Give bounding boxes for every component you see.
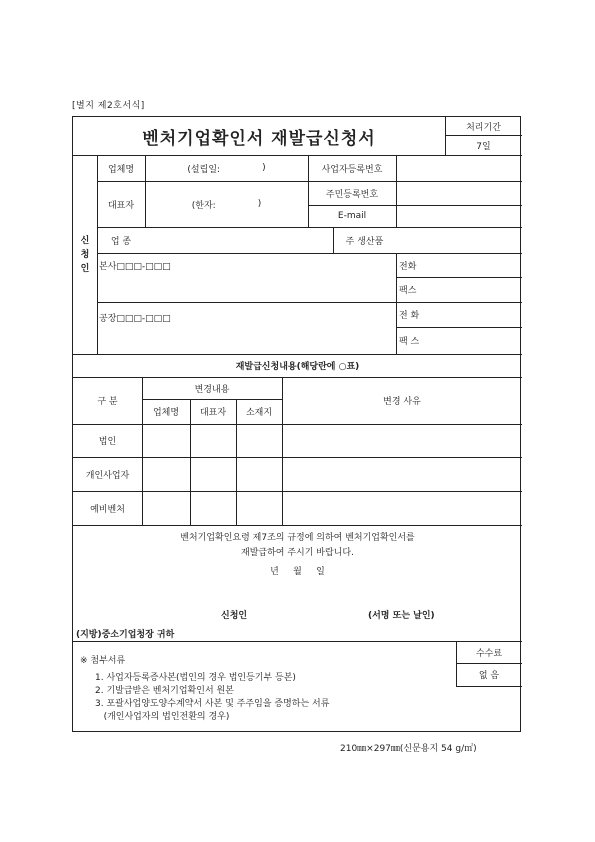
applicant-signature-label: 신청인 [221,610,248,621]
row-pre-venture: 예비벤처 [90,504,125,515]
company-name-field[interactable]: (설립일: ) [187,163,266,175]
change-reason-header: 변경 사유 [383,397,421,407]
row-corporation: 법인 [98,437,117,447]
hq-phone-label[interactable]: 전화 [399,261,417,272]
email-label: E-mail [337,211,367,221]
form-number-label: [별지 제2호서식] [72,101,145,111]
fee-value: 없 음 [478,671,500,681]
hanja-label: (한자: [191,200,216,211]
subheader-representative: 대표자 [199,408,227,418]
company-name-label: 업체명 [107,164,135,175]
industry-field[interactable] [145,227,333,253]
main-product-label: 주 생산품 [345,236,384,247]
form-title: 벤처기업확인서 재발급신청서 [142,128,376,149]
business-reg-field[interactable] [396,155,522,181]
fee-label: 수수료 [475,648,503,659]
factory-fax-label[interactable]: 팩 스 [399,337,420,347]
hq-fax-label[interactable]: 팩스 [399,286,417,296]
category-header: 구 분 [97,397,118,407]
headquarters-address-label[interactable]: 본사□□□-□□□ [99,261,171,272]
business-reg-label: 사업자등록번호 [321,164,383,175]
factory-phone-label[interactable]: 전 화 [399,311,420,321]
reissue-content-title: 재발급신청내용(해당란에 ○표) [235,362,360,372]
subheader-company-name: 업체명 [152,408,180,418]
statement-line-2: 재발급하여 주시기 바랍니다. [241,548,354,558]
row-sole-proprietor: 개인사업자 [85,470,130,481]
representative-label: 대표자 [107,200,135,211]
change-content-header: 변경내용 [194,384,230,395]
resident-number-label: 주민등록번호 [325,189,379,200]
statement-line-1: 벤처기업확인요령 제7조의 규정에 의하여 벤처기업확인서를 [180,533,415,543]
application-form [72,116,521,732]
attachment-item-3: 3. 포괄사업양도양수계약서 사본 및 주주임을 증명하는 서류 [95,699,330,709]
processing-period-label: 처리기간 [466,122,501,133]
date-line[interactable]: 년 월 일 [270,566,325,577]
signature-or-seal-label[interactable]: (서명 또는 날인) [368,610,435,621]
processing-period-value: 7일 [476,141,491,152]
factory-address-label[interactable]: 공장□□□-□□□ [99,313,171,324]
email-field[interactable] [396,205,522,227]
attachment-item-1: 1. 사업자등록증사본(법인의 경우 법인등기부 등본) [95,673,296,683]
resident-number-field[interactable] [396,181,522,205]
subheader-location: 소재지 [245,408,273,418]
industry-label: 업 종 [110,236,132,247]
attachment-item-2: 2. 기발급받은 벤처기업확인서 원본 [95,686,234,696]
main-product-field[interactable] [396,227,522,253]
representative-field[interactable]: (한자: ) [191,199,262,211]
attachments-header: ※ 첨부서류 [80,655,126,666]
applicant-section-label: 신 청 인 [80,235,90,274]
paper-spec-footer: 210㎜×297㎜(신문용지 54 g/㎡) [340,744,477,754]
founded-date-label: (설립일: [187,164,221,175]
recipient-label: (지방)중소기업청장 귀하 [76,629,175,640]
attachment-item-3-note: (개인사업자의 법인전환의 경우) [95,712,230,722]
